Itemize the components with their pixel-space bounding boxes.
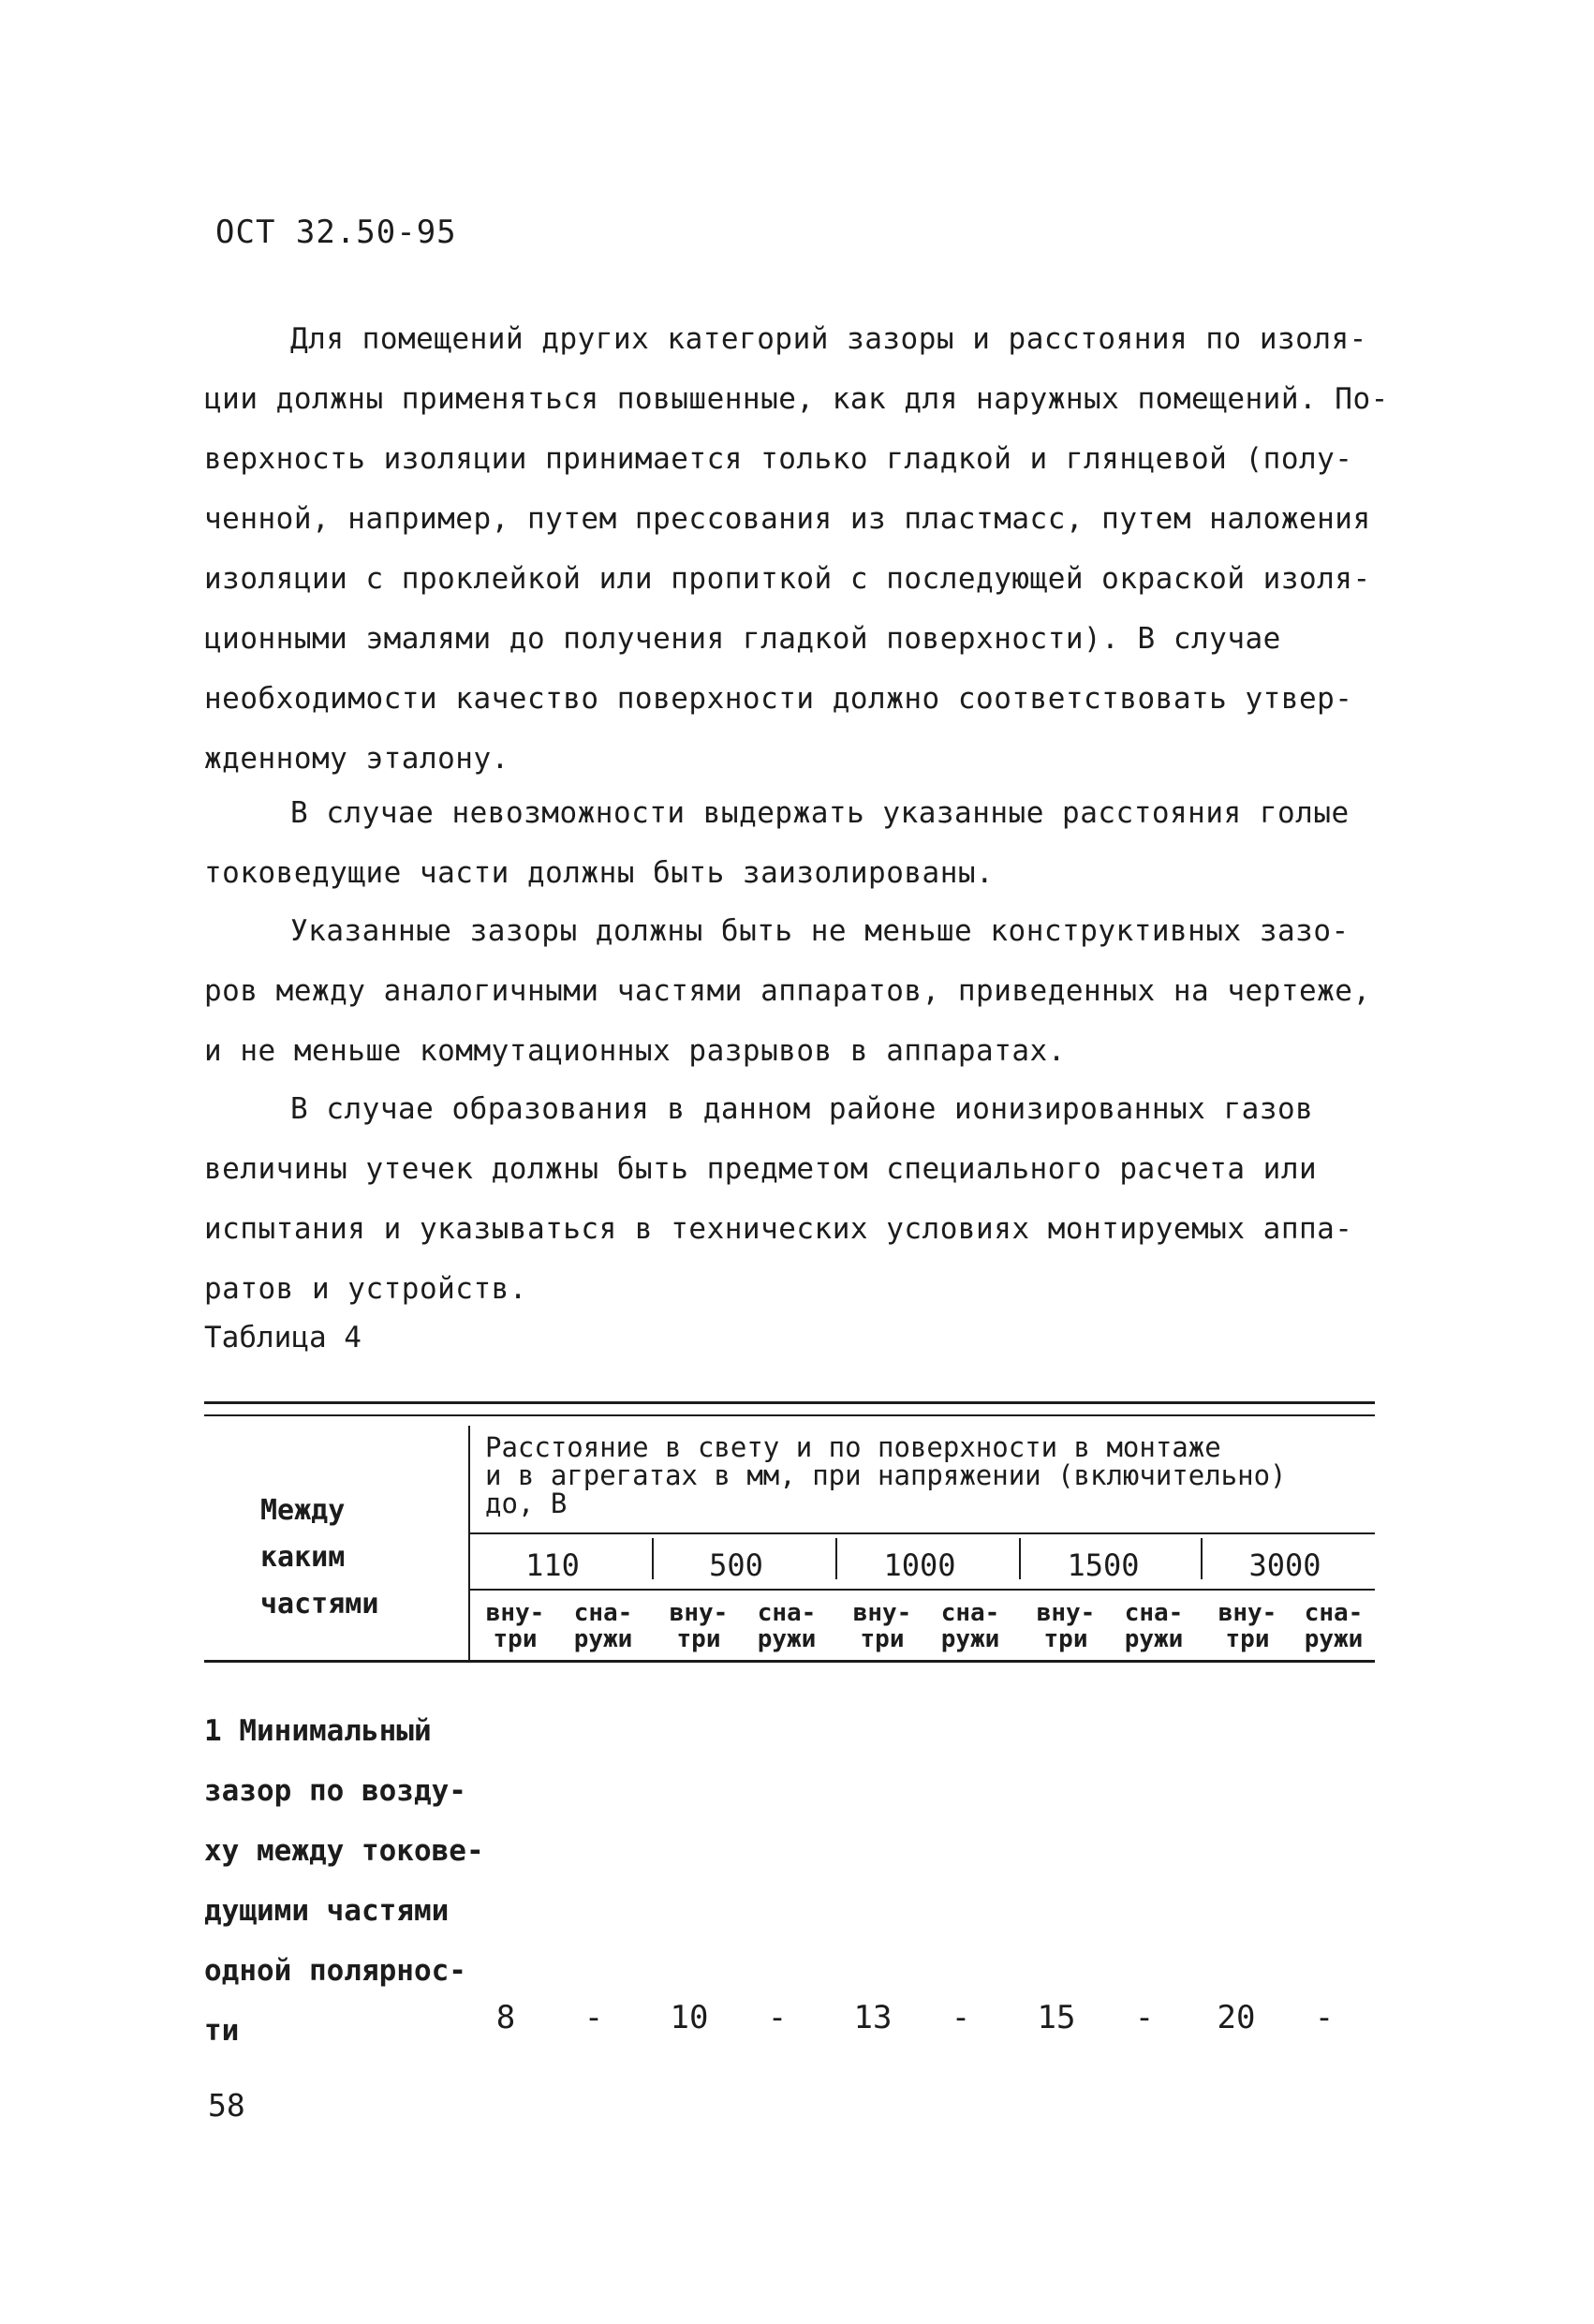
text-line: верхность изоляции принимается только гладкой и глянцевой (полу- bbox=[204, 442, 1353, 476]
table-cell: - bbox=[1314, 1999, 1335, 2036]
header-divider bbox=[468, 1532, 1375, 1534]
subcol-outside: сна- ружи bbox=[940, 1599, 1000, 1653]
page-number: 58 bbox=[208, 2087, 245, 2124]
subcol-inside: вну- три bbox=[485, 1599, 545, 1653]
table-row-label: 1 Минимальный зазор по возду- ху между токове- дущими частями одной полярнос- ти bbox=[204, 1714, 484, 2048]
column-divider bbox=[1019, 1538, 1021, 1579]
table-cell: - bbox=[583, 1999, 604, 2036]
text-line: испытания и указываться в технических условиях монтируемых аппа- bbox=[204, 1212, 1353, 1246]
column-divider bbox=[835, 1538, 837, 1579]
table-top-rule bbox=[204, 1401, 1375, 1404]
table-caption: Таблица 4 bbox=[204, 1321, 362, 1354]
text-line: ченной, например, путем прессования из пластмасс, путем наложения bbox=[204, 502, 1371, 536]
voltage-1500: 1500 bbox=[1067, 1547, 1140, 1583]
subcol-inside: вну- три bbox=[1218, 1599, 1277, 1653]
table-cell: - bbox=[767, 1999, 788, 2036]
text-line: В случае образования в данном районе ионизированных газов bbox=[290, 1092, 1314, 1126]
paragraph-1 bbox=[204, 309, 1414, 789]
table-cell: - bbox=[1134, 1999, 1155, 2036]
subcol-outside: сна- ружи bbox=[573, 1599, 633, 1653]
table-header bbox=[204, 1416, 1375, 1660]
subheader-divider bbox=[468, 1589, 1375, 1591]
table-cell: 8 bbox=[495, 1999, 516, 2036]
subcol-outside: сна- ружи bbox=[757, 1599, 817, 1653]
text-line: ратов и устройств. bbox=[204, 1272, 527, 1306]
table-cell: - bbox=[951, 1999, 971, 2036]
voltage-500: 500 bbox=[709, 1547, 763, 1583]
text-line: жденному эталону. bbox=[204, 742, 509, 776]
voltage-3000: 3000 bbox=[1248, 1547, 1321, 1583]
table-cell: 10 bbox=[670, 1999, 709, 2036]
text-line: ционными эмалями до получения гладкой поверхности). В случае bbox=[204, 622, 1281, 656]
column-divider bbox=[468, 1426, 470, 1660]
text-line: токоведущие части должны быть заизолированы. bbox=[204, 856, 995, 890]
paragraph-4 bbox=[204, 1079, 1414, 1319]
text-line: величины утечек должны быть предметом специального расчета или bbox=[204, 1152, 1318, 1186]
text-line: и не меньше коммутационных разрывов в аппаратах. bbox=[204, 1034, 1066, 1068]
text-line: Указанные зазоры должны быть не меньше конструктивных зазо- bbox=[290, 914, 1350, 948]
table-header-bottom-rule bbox=[204, 1660, 1375, 1663]
page-header: ОСТ 32.50-95 bbox=[215, 214, 457, 251]
row-header-label: Между каким частями bbox=[260, 1494, 379, 1621]
text-line: Для помещений других категорий зазоры и расстояния по изоля- bbox=[290, 322, 1367, 356]
table-cell: 15 bbox=[1037, 1999, 1076, 2036]
paragraph-3 bbox=[204, 901, 1414, 1081]
subcol-inside: вну- три bbox=[1036, 1599, 1096, 1653]
span-header: Расстояние в свету и по поверхности в монтаже и в агрегатах в мм, при напряжении (включительно) до, В bbox=[485, 1431, 1287, 1519]
voltage-110: 110 bbox=[525, 1547, 580, 1583]
text-line: ров между аналогичными частями аппаратов, приведенных на чертеже, bbox=[204, 974, 1371, 1008]
table-cell: 13 bbox=[853, 1999, 893, 2036]
table-cell: 20 bbox=[1217, 1999, 1256, 2036]
subcol-outside: сна- ружи bbox=[1304, 1599, 1364, 1653]
paragraph-2 bbox=[204, 783, 1414, 903]
subcol-inside: вну- три bbox=[669, 1599, 729, 1653]
voltage-1000: 1000 bbox=[883, 1547, 956, 1583]
column-divider bbox=[1201, 1538, 1203, 1579]
subcol-outside: сна- ружи bbox=[1124, 1599, 1184, 1653]
subcol-inside: вну- три bbox=[852, 1599, 912, 1653]
text-line: необходимости качество поверхности должно соответствовать утвер- bbox=[204, 682, 1353, 716]
text-line: изоляции с проклейкой или пропиткой с последующей окраской изоля- bbox=[204, 562, 1371, 596]
text-line: ции должны применяться повышенные, как для наружных помещений. По- bbox=[204, 382, 1389, 416]
column-divider bbox=[652, 1538, 654, 1579]
text-line: В случае невозможности выдержать указанные расстояния голые bbox=[290, 796, 1350, 830]
